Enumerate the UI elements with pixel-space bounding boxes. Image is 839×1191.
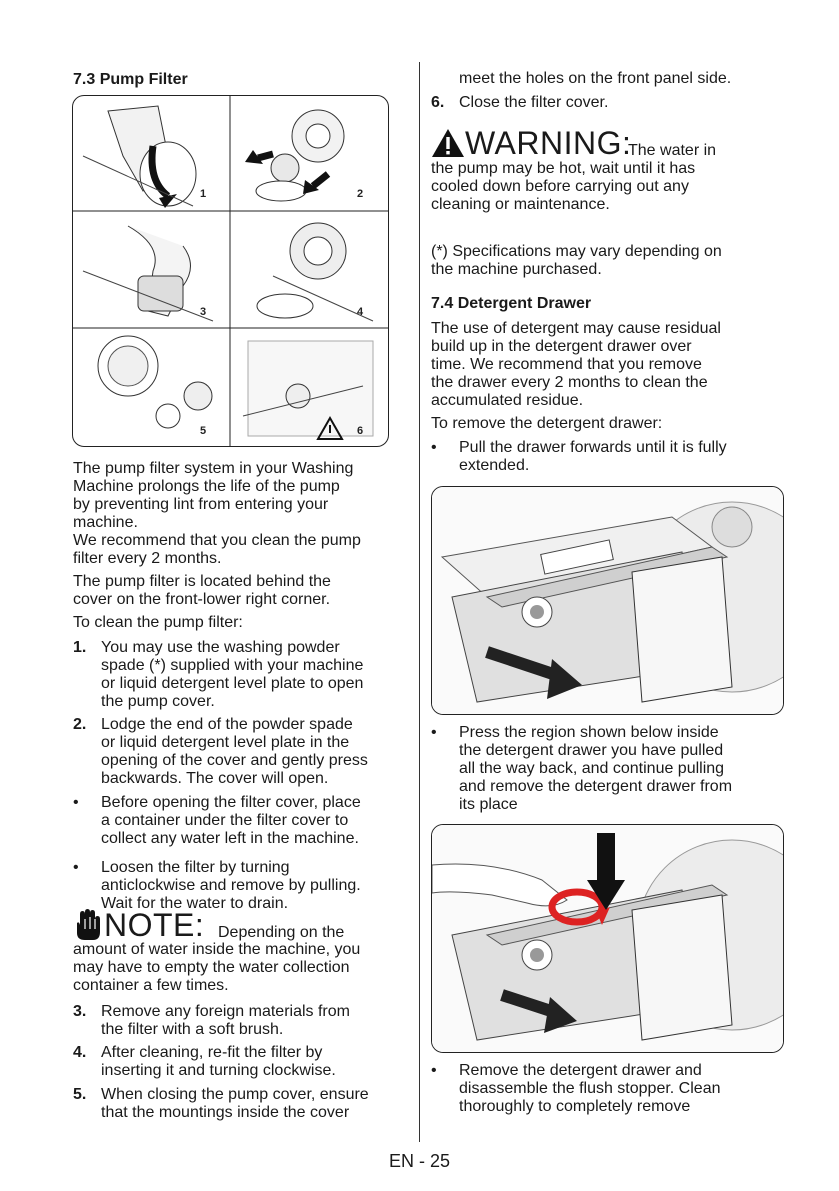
text-line: the filter with a soft brush.	[101, 1021, 284, 1038]
text-line: inserting it and turning clockwise.	[101, 1062, 336, 1079]
text-line: anticlockwise and remove by pulling.	[101, 877, 361, 894]
fig-label-4: 4	[357, 306, 364, 318]
step-number: 1.	[73, 639, 87, 656]
warning-label: WARNING:	[465, 125, 632, 161]
text-line: The pump filter system in your Washing	[73, 460, 354, 477]
text-line: build up in the detergent drawer over	[431, 338, 692, 355]
hand-stop-icon	[73, 909, 103, 941]
drawer-pull-illustration	[432, 487, 783, 714]
text-line: the drawer every 2 months to clean the	[431, 374, 708, 391]
remove-drawer-intro: To remove the detergent drawer:	[431, 415, 663, 432]
text-line: that the mountings inside the cover	[101, 1104, 350, 1121]
text-line: Pull the drawer forwards until it is fully	[459, 439, 727, 456]
text-line: Wait for the water to drain.	[101, 895, 289, 912]
step-number: 3.	[73, 1003, 87, 1020]
fig-label-2: 2	[357, 188, 364, 200]
drawer-press-figure	[431, 824, 784, 1053]
bullet-dot: •	[431, 1062, 437, 1079]
drawer-press-illustration	[432, 825, 783, 1052]
text-line: by preventing lint from entering your	[73, 496, 329, 513]
text-line: When closing the pump cover, ensure	[101, 1086, 369, 1103]
text-line: The use of detergent may cause residual	[431, 320, 721, 337]
bullet-dot: •	[431, 724, 437, 741]
text-line: machine.	[73, 514, 138, 531]
text-line: Close the filter cover.	[459, 94, 609, 111]
fig-label-5: 5	[200, 425, 207, 437]
text-line: We recommend that you clean the pump	[73, 532, 361, 549]
text-line: The pump filter is located behind the	[73, 573, 331, 590]
pump-filter-illustration	[73, 96, 388, 446]
text-line: container a few times.	[73, 977, 229, 994]
text-line: You may use the washing powder	[101, 639, 340, 656]
text-line: disassemble the flush stopper. Clean	[459, 1080, 721, 1097]
section-heading-pump-filter: 7.3 Pump Filter	[73, 71, 188, 88]
text-line: collect any water left in the machine.	[101, 830, 359, 847]
text-line: Remove the detergent drawer and	[459, 1062, 702, 1079]
detergent-drawer-intro	[431, 320, 776, 410]
text-line: time. We recommend that you remove	[431, 356, 702, 373]
text-line: Press the region shown below inside	[459, 724, 719, 741]
text-line: cleaning or maintenance.	[431, 196, 610, 213]
warning-text-first: The water in	[628, 142, 717, 159]
note-label: NOTE:	[104, 907, 205, 943]
text-line: a container under the filter cover to	[101, 812, 349, 829]
text-line: opening of the cover and gently press	[101, 752, 368, 769]
text-line: backwards. The cover will open.	[101, 770, 329, 787]
note-block	[73, 907, 413, 995]
note-text-first: Depending on the	[218, 924, 345, 941]
text-line: filter every 2 months.	[73, 550, 222, 567]
text-line: spade (*) supplied with your machine	[101, 657, 364, 674]
fig-label-6: 6	[357, 425, 364, 437]
bullet-dot: •	[73, 794, 79, 811]
text-line: thoroughly to completely remove	[459, 1098, 691, 1115]
step-5-continued: meet the holes on the front panel side.	[459, 70, 732, 87]
clean-intro: To clean the pump filter:	[73, 614, 243, 631]
text-line: Lodge the end of the powder spade	[101, 716, 353, 733]
text-line: its place	[459, 796, 518, 813]
text-line: the detergent drawer you have pulled	[459, 742, 724, 759]
column-divider	[419, 62, 420, 1142]
text-line: or liquid detergent level plate to open	[101, 675, 364, 692]
drawer-pulled-figure	[431, 486, 784, 715]
pump-filter-intro	[73, 460, 413, 568]
step-number: 2.	[73, 716, 87, 733]
step-number: 5.	[73, 1086, 87, 1103]
text-line: Machine prolongs the life of the pump	[73, 478, 340, 495]
pump-filter-location	[73, 573, 413, 609]
text-line: cooled down before carrying out any	[431, 178, 689, 195]
text-line: the pump cover.	[101, 693, 215, 710]
page-number: EN - 25	[388, 1151, 451, 1171]
text-line: extended.	[459, 457, 530, 474]
section-heading-detergent-drawer: 7.4 Detergent Drawer	[431, 295, 592, 312]
text-line: all the way back, and continue pulling	[459, 760, 725, 777]
text-line: may have to empty the water collection	[73, 959, 350, 976]
fig-label-3: 3	[200, 306, 207, 318]
bullet-dot: •	[73, 859, 79, 876]
fig-label-1: 1	[200, 188, 207, 200]
specifications-note	[431, 243, 776, 279]
pump-filter-figure	[72, 95, 389, 447]
text-line: (*) Specifications may vary depending on	[431, 243, 722, 260]
warning-triangle-icon	[431, 128, 465, 158]
text-line: or liquid detergent level plate in the	[101, 734, 350, 751]
bullet-dot: •	[431, 439, 437, 456]
text-line: amount of water inside the machine, you	[73, 941, 361, 958]
warning-block	[431, 126, 776, 214]
text-line: the pump may be hot, wait until it has	[431, 160, 696, 177]
text-line: accumulated residue.	[431, 392, 584, 409]
text-line: cover on the front-lower right corner.	[73, 591, 331, 608]
text-line: Before opening the filter cover, place	[101, 794, 361, 811]
step-number: 6.	[431, 94, 445, 111]
step-number: 4.	[73, 1044, 87, 1061]
text-line: Loosen the filter by turning	[101, 859, 290, 876]
text-line: the machine purchased.	[431, 261, 602, 278]
text-line: and remove the detergent drawer from	[459, 778, 733, 795]
text-line: After cleaning, re-fit the filter by	[101, 1044, 323, 1061]
text-line: Remove any foreign materials from	[101, 1003, 350, 1020]
